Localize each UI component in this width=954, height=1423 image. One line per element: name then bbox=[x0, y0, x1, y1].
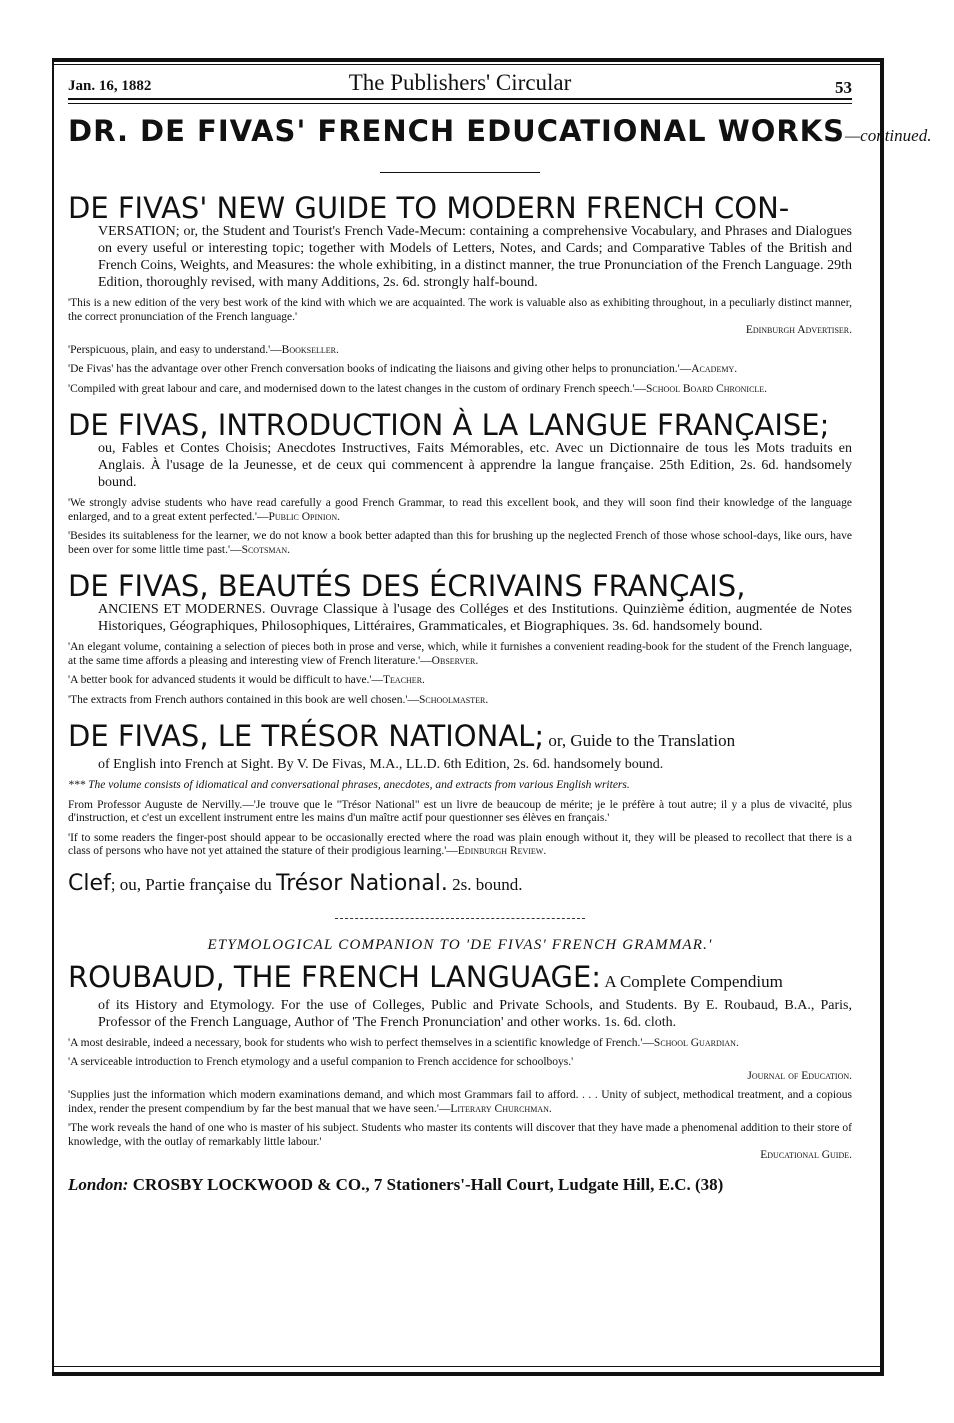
guide-quote-1: 'This is a new edition of the very best work of the kind with which we are acquainted. The work is valuable also as exhibiting throughout, in a peculiarly distinct manner, the correct pronunciation of the French language.' Edinburgh Advertiser. bbox=[68, 297, 852, 336]
tresor-section bbox=[68, 721, 852, 896]
beautes-title: DE FIVAS, BEAUTÉS DES ÉCRIVAINS FRANÇAIS, bbox=[68, 569, 746, 603]
banner-main: DR. DE FIVAS' FRENCH EDUCATIONAL WORKS bbox=[68, 114, 846, 148]
page-content bbox=[68, 70, 932, 1195]
guide-quote-2: 'Perspicuous, plain, and easy to understand.'—Bookseller. bbox=[68, 343, 339, 356]
advert-banner bbox=[68, 114, 932, 148]
publisher-imprint: London: CROSBY LOCKWOOD & CO., 7 Stationers'-Hall Court, Ludgate Hill, E.C. (38) bbox=[68, 1174, 724, 1194]
beautes-section bbox=[68, 571, 852, 707]
guide-section bbox=[68, 193, 852, 396]
roubaud-quote-2: 'A serviceable introduction to French etymology and a useful companion to French accidence for schoolboys.' Journal of Education. bbox=[68, 1056, 852, 1082]
roubaud-title: ROUBAUD, THE FRENCH LANGUAGE: A Complete Compendium bbox=[68, 959, 783, 994]
running-header bbox=[68, 70, 852, 100]
beautes-quote-3: 'The extracts from French authors contained in this book are well chosen.'—Schoolmaster. bbox=[68, 693, 489, 706]
intro-section bbox=[68, 410, 852, 557]
guide-quote-3: 'De Fivas' has the advantage over other French conversation books of indicating the liaisons and giving other helps to pronunciation.'—Academy. bbox=[68, 363, 738, 375]
roubaud-quote-1: 'A most desirable, indeed a necessary, book for students who wish to perfect themselves in a scientific knowledge of French.'—School Guardian. bbox=[68, 1036, 739, 1049]
issue-date: Jan. 16, 1882 bbox=[68, 78, 152, 94]
beautes-quote-1: 'An elegant volume, containing a selection of pieces both in prose and verse, which, while it furnishes a convenient reading-book for the student of the French language, at the same time affords a pleasing and interesting view of French literature.'—Observer. bbox=[68, 641, 852, 667]
banner-suffix: —continued. bbox=[845, 126, 932, 145]
guide-quote-4: 'Compiled with great labour and care, and modernised down to the latest changes in the custom of ordinary French speech.'—School Board Chronicle. bbox=[68, 382, 768, 395]
roubaud-body: of its History and Etymology. For the use of Colleges, Public and Private Schools, and Students. By E. Roubaud, B.A., Paris, Professor of the French Language, Author of 'The French Pronunciation' and other works. 1s. 6d. cloth. bbox=[98, 997, 852, 1030]
intro-quote-2: 'Besides its suitableness for the learner, we do not know a book better adapted than this for brushing up the neglected French of those whose school-days, like ours, have been over for some little time past.'—Scotsman. bbox=[68, 530, 852, 556]
header-rule bbox=[68, 103, 852, 104]
bottom-border-thin bbox=[52, 1366, 882, 1367]
etymological-heading: ETYMOLOGICAL COMPANION TO 'DE FIVAS' FRENCH GRAMMAR.' bbox=[207, 936, 713, 953]
tresor-quote-1: From Professor Auguste de Nervilly.—'Je trouve que le "Trésor National" est un livre de beaucoup de mérite; je le préfère à tout autre; il y a plus de vivacité, plus d'instruction, et c'est un excellent instrument entre les mains d'un maître actif pour questionner ses élèves en français.' bbox=[68, 798, 852, 824]
tresor-body: of English into French at Sight. By V. De Fivas, M.A., LL.D. 6th Edition, 2s. 6d. handsomely bound. bbox=[98, 757, 664, 772]
beautes-body: ANCIENS ET MODERNES. Ouvrage Classique à l'usage des Colléges et des Institutions. Quinzième édition, augmentée de Notes Historiques, Géographiques, Philosophiques, Littéraires, Grammaticales, et Biographiques. 3s. 6d. handsomely bound. bbox=[98, 602, 852, 634]
intro-title: DE FIVAS, INTRODUCTION À LA LANGUE FRANÇAISE; bbox=[68, 408, 830, 442]
roubaud-quote-3: 'Supplies just the information which modern examinations demand, and which most Grammars fail to afford. . . . Unity of subject, methodical treatment, and a copious index, render the present compendium by far the best manual that we have seen.'—Literary Churchman. bbox=[68, 1089, 852, 1115]
tresor-title: DE FIVAS, LE TRÉSOR NATIONAL; or, Guide to the Translation bbox=[68, 719, 736, 753]
tresor-quote-2: 'If to some readers the finger-post should appear to be occasionally erected where the road was plain enough without it, they will be pleased to recollect that there is a class of persons who have not yet attained the stature of their prodigious learning.'—Edinburgh Review. bbox=[68, 831, 852, 857]
roubaud-quote-4: 'The work reveals the hand of one who is master of his subject. Students who master its contents will discover that they have made a phenomenal addition to their store of knowledge, with the outlay of remarkably little labour.' Educational Guide. bbox=[68, 1122, 852, 1161]
guide-title: DE FIVAS' NEW GUIDE TO MODERN FRENCH CON- bbox=[68, 191, 790, 225]
tresor-note: *** The volume consists of idiomatical and conversational phrases, anecdotes, and extracts from various English writers. bbox=[68, 779, 630, 791]
page-number: 53 bbox=[835, 78, 852, 97]
bottom-border bbox=[52, 1372, 882, 1376]
intro-quote-1: 'We strongly advise students who have read carefully a good French Grammar, to read this excellent book, and they will soon find their knowledge of the language enlarged, and to a great extent perfected.'—Public Opinion. bbox=[68, 497, 852, 523]
intro-body: ou, Fables et Contes Choisis; Anecdotes Instructives, Faits Mémorables, etc. Avec un Dictionnaire de tous les Mots traduits en Anglais. À l'usage de la Jeunesse, et de ceux qui commencent à apprendre la langue française. 25th Edition, 2s. 6d. handsomely bound. bbox=[98, 441, 852, 490]
publication-title: The Publishers' Circular bbox=[348, 70, 572, 95]
guide-body: VERSATION; or, the Student and Tourist's French Vade-Mecum: containing a comprehensive Vocabulary, and Phrases and Dialogues on every useful or interesting topic; together with Models of Letters, Notes, and Cards; and Comparative Tables of the British and French Coins, Weights, and Measures: the whole exhibiting, in a distinct manner, the true Pronunciation of the French Language. 29th Edition, thoroughly revised, with many Additions, 2s. 6d. strongly half-bound. bbox=[98, 224, 852, 290]
roubaud-section bbox=[68, 937, 852, 1163]
dashed-divider bbox=[335, 918, 585, 919]
beautes-quote-2: 'A better book for advanced students it would be difficult to have.'—Teacher. bbox=[68, 674, 425, 686]
clef-line: Clef; ou, Partie française du Trésor National. 2s. bound. bbox=[68, 870, 523, 896]
section-divider bbox=[380, 172, 540, 173]
